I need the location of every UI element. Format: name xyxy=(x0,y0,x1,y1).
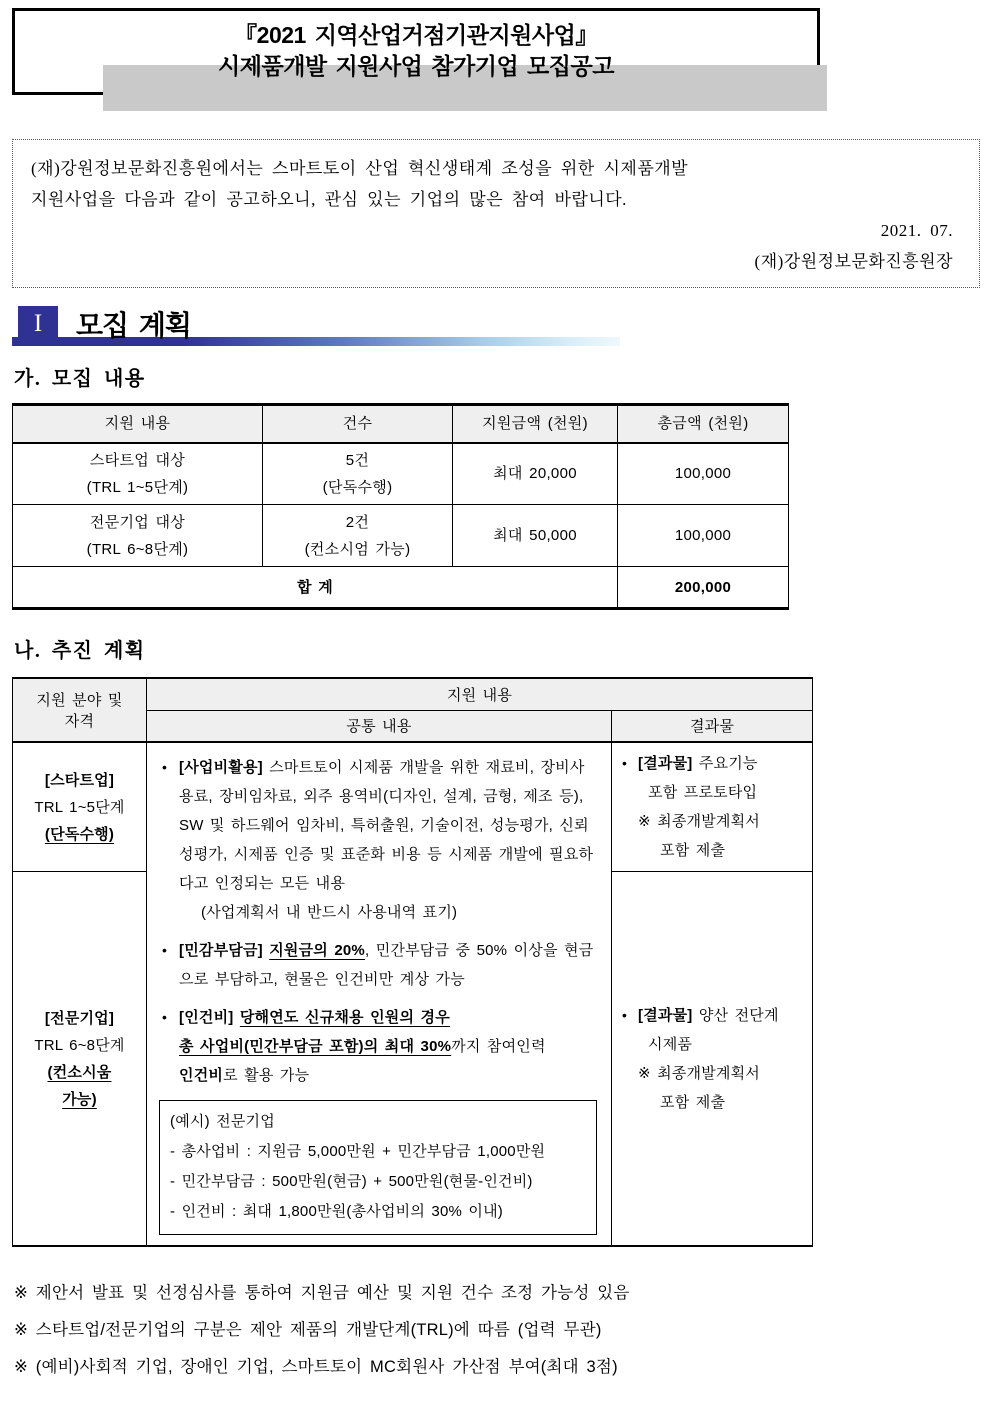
bullet-icon: • xyxy=(162,759,168,775)
cell-count xyxy=(263,505,453,567)
header-result: 결과물 xyxy=(612,710,813,742)
table-header-row xyxy=(13,405,789,443)
example-line-2: - 민간부담금 : 500만원(현금) + 500만원(현물-인건비) xyxy=(170,1173,533,1190)
cell-count xyxy=(263,443,453,505)
cell-result-startup xyxy=(612,742,813,872)
plan-header-row-1 xyxy=(13,678,813,710)
count-value: 5건 xyxy=(345,451,370,469)
private-share-text: , 민간부담금 중 50% 이상을 현금으로 부담하고, 현물은 인건비만 계상 가능 xyxy=(179,942,594,988)
labor-label: [인건비] xyxy=(179,1009,234,1026)
common-bullet-private-share xyxy=(157,936,599,994)
result-line xyxy=(620,749,806,778)
sum-total: 200,000 xyxy=(618,567,789,609)
target-trl: (TRL 1~5단계) xyxy=(86,478,189,496)
notice-box xyxy=(12,139,980,288)
result-text: 양산 전단계 xyxy=(698,1006,779,1024)
result-note: ※ 최종개발계획서 xyxy=(638,1064,760,1082)
footer-notes xyxy=(12,1275,980,1386)
result-text: 주요기능 xyxy=(698,755,758,772)
header-field-qualification xyxy=(13,678,147,742)
header-support-content: 지원 내용 xyxy=(13,405,263,443)
expert-mode-line-1: (컨소시움 xyxy=(47,1063,112,1081)
plan-table xyxy=(12,677,813,1247)
bullet-icon: • xyxy=(622,1006,628,1023)
budget-note: (사업계획서 내 반드시 사용내역 표기) xyxy=(201,904,458,921)
startup-trl: TRL 1~5단계 xyxy=(34,798,125,816)
table-row-expert xyxy=(13,505,789,567)
cell-amount: 최대 20,000 xyxy=(453,443,618,505)
private-share-label: [민감부담금] xyxy=(179,942,263,959)
title-line-1: 『2021 지역산업거점기관지원사업』 xyxy=(234,22,598,48)
result-label: [결과물] xyxy=(638,755,693,772)
notice-date: 2021. 07. xyxy=(880,221,953,240)
subsection-a-heading: 가. 모집 내용 xyxy=(14,368,146,390)
header-field-line-1: 지원 분야 및 xyxy=(36,692,123,709)
count-mode: (단독수행) xyxy=(322,478,393,496)
example-line-3: - 인건비 : 최대 1,800만원(총사업비의 30% 이내) xyxy=(170,1203,503,1220)
startup-mode: (단독수행) xyxy=(44,825,115,843)
cell-expert xyxy=(13,872,147,1247)
header-total: 총금액 (천원) xyxy=(618,405,789,443)
section-numeral-badge: I xyxy=(18,306,58,342)
footer-note-1: ※ 제안서 발표 및 선정심사를 통하여 지원금 예산 및 지원 건수 조정 가능성 있음 xyxy=(14,1284,630,1302)
cell-total: 100,000 xyxy=(618,443,789,505)
labor-underline-2: 총 사업비(민간부담금 포함)의 최대 30% xyxy=(179,1038,452,1055)
cell-startup xyxy=(13,742,147,872)
footer-note-2: ※ 스타트업/전문기업의 구분은 제안 제품의 개발단계(TRL)에 따름 (업력 무관) xyxy=(14,1321,602,1339)
cell-result-expert xyxy=(612,872,813,1247)
title-box xyxy=(12,8,820,95)
result-line xyxy=(620,1001,806,1030)
expert-trl: TRL 6~8단계 xyxy=(34,1036,125,1054)
labor-line-2 xyxy=(179,1032,599,1061)
sum-label: 합 계 xyxy=(13,567,618,609)
expert-title: [전문기업] xyxy=(44,1009,115,1027)
cell-target xyxy=(13,505,263,567)
cell-common-content xyxy=(147,742,612,1246)
header-support-span: 지원 내용 xyxy=(147,678,813,710)
example-title: (예시) 전문기업 xyxy=(170,1113,275,1130)
notice-signer: (재)강원정보문화진흥원장 xyxy=(754,252,953,271)
count-value: 2건 xyxy=(345,513,370,531)
result-note: ※ 최종개발계획서 xyxy=(638,813,760,830)
notice-body-line-2: 지원사업을 다음과 같이 공고하오니, 관심 있는 기업의 많은 참여 바랍니다. xyxy=(31,190,627,209)
labor-mid-text: 까지 참여인력 xyxy=(451,1038,546,1055)
target-trl: (TRL 6~8단계) xyxy=(86,540,189,558)
labor-bold: 인건비 xyxy=(179,1067,224,1084)
header-common-content: 공통 내용 xyxy=(147,710,612,742)
private-share-rate: 지원금의 20% xyxy=(269,942,365,959)
result-note-cont: 포함 제출 xyxy=(660,842,726,859)
result-label: [결과물] xyxy=(638,1006,693,1024)
labor-line-3 xyxy=(179,1061,599,1090)
target-name: 스타트업 대상 xyxy=(89,451,186,469)
header-amount: 지원금액 (천원) xyxy=(453,405,618,443)
bullet-icon: • xyxy=(162,1009,168,1025)
plan-row-startup xyxy=(13,742,813,872)
table-row-sum xyxy=(13,567,789,609)
title-line-2: 시제품개발 지원사업 참가기업 모집공고 xyxy=(218,53,614,79)
bullet-icon: • xyxy=(162,942,168,958)
labor-rest-text: 로 활용 가능 xyxy=(223,1067,310,1084)
count-mode: (컨소시엄 가능) xyxy=(304,540,411,558)
expert-mode-line-2: 가능) xyxy=(62,1090,97,1108)
budget-label: [사업비활용] xyxy=(179,759,263,776)
startup-title: [스타트업] xyxy=(44,771,115,789)
common-bullet-budget xyxy=(157,753,599,927)
section-header xyxy=(12,306,652,346)
budget-text: 스마트토이 시제품 개발을 위한 재료비, 장비사용료, 장비임차료, 외주 용역비(디자인, 설계, 금형, 제조 등), SW 및 하드웨어 임차비, 특허출원, 기술이전, 성능평가, 신뢰성평가, 시제품 인증 및 표준화 비용 등 시제품 개발에 필요하다고 인정되는 모든 내용 xyxy=(179,759,594,892)
cell-amount: 최대 50,000 xyxy=(453,505,618,567)
result-text-cont: 시제품 xyxy=(648,1035,693,1053)
header-field-line-2: 자격 xyxy=(64,713,95,730)
header-count: 건수 xyxy=(263,405,453,443)
bullet-icon: • xyxy=(622,755,628,771)
footer-note-3: ※ (예비)사회적 기업, 장애인 기업, 스마트토이 MC회원사 가산점 부여(최대 3점) xyxy=(14,1358,618,1376)
cell-total: 100,000 xyxy=(618,505,789,567)
result-text-cont: 포함 프로토타입 xyxy=(648,784,758,801)
recruitment-table xyxy=(12,403,789,610)
example-box xyxy=(159,1100,597,1235)
labor-line-1 xyxy=(179,1003,599,1032)
result-note-cont: 포함 제출 xyxy=(660,1093,726,1111)
notice-body-line-1: (재)강원정보문화진흥원에서는 스마트토이 산업 혁신생태계 조성을 위한 시제품개발 xyxy=(31,159,689,178)
subsection-b-heading: 나. 추진 계획 xyxy=(14,640,146,662)
cell-target xyxy=(13,443,263,505)
table-row-startup xyxy=(13,443,789,505)
section-title: 모집 계획 xyxy=(76,310,191,341)
common-bullet-labor-cost xyxy=(157,1003,599,1090)
target-name: 전문기업 대상 xyxy=(89,513,186,531)
labor-underline-1: 당해연도 신규채용 인원의 경우 xyxy=(239,1009,450,1026)
example-line-1: - 총사업비 : 지원금 5,000만원 + 민간부담금 1,000만원 xyxy=(170,1143,546,1160)
